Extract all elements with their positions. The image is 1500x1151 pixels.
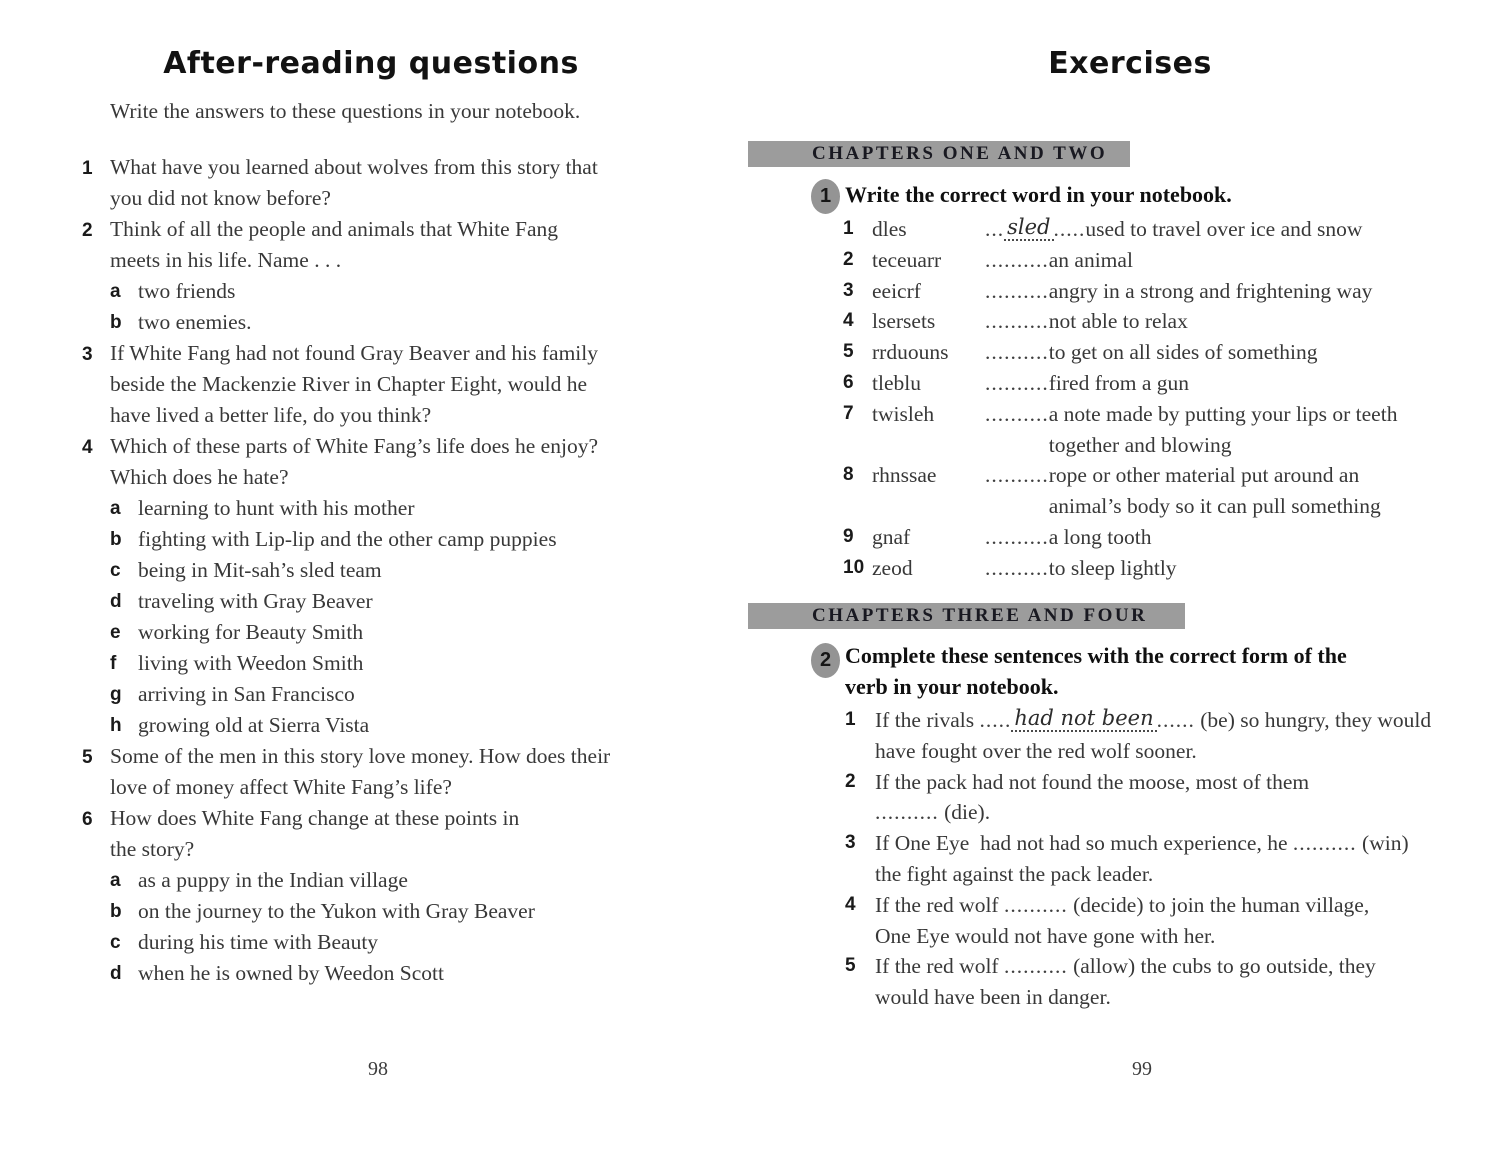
sub-option-text: fighting with Lip-lip and the other camp puppies <box>138 527 557 551</box>
question-line: What have you learned about wolves from this story that <box>110 155 598 179</box>
scrambled-word: zeod <box>872 555 913 580</box>
word-item <box>843 306 1440 337</box>
blank-dots: .......... <box>985 247 1049 272</box>
question-number: 1 <box>82 158 93 179</box>
sentence-text-segment: If the pack had not found the moose, most of them <box>875 769 1310 794</box>
answer-blank <box>985 337 1049 368</box>
definition-line: angry in a strong and frightening way <box>1048 278 1373 303</box>
sub-option <box>110 276 674 307</box>
sub-option <box>110 524 674 555</box>
sentence-body <box>875 951 1448 1013</box>
sentence-number: 5 <box>845 955 856 977</box>
definition-line: rope or other material put around an <box>1048 463 1360 488</box>
blank-dots: .......... <box>985 401 1049 426</box>
sentence-line <box>875 767 1448 798</box>
definition-line: to get on all sides of something <box>1048 340 1318 365</box>
sub-option-letter: c <box>110 560 121 581</box>
sub-option <box>110 586 674 617</box>
blank-dots: .......... <box>985 370 1049 395</box>
sentence-body <box>875 890 1448 952</box>
sentence-text-segment: (allow) the cubs to go outside, they <box>1067 954 1376 979</box>
answer-blank <box>985 306 1049 337</box>
exercise-2-instruction-line: Complete these sentences with the correct form of the <box>845 643 1347 668</box>
question-item <box>82 741 674 803</box>
exercise-number-badge: 2 <box>811 643 840 678</box>
definition-line: a long tooth <box>1048 524 1152 549</box>
word-item <box>843 337 1440 368</box>
sentence-item <box>845 767 1448 829</box>
sub-option <box>110 307 674 338</box>
sentence-body <box>875 705 1448 767</box>
question-line: the story? <box>110 837 195 861</box>
word-item <box>843 522 1440 553</box>
sub-option-letter: b <box>110 312 122 333</box>
sub-option-text: learning to hunt with his mother <box>138 496 415 520</box>
question-item <box>82 214 674 338</box>
sub-option <box>110 896 674 927</box>
question-number: 2 <box>82 220 93 241</box>
question-number: 4 <box>82 437 93 458</box>
answer-blank <box>985 368 1049 399</box>
section-header-chapters-one-two: CHAPTERS ONE AND TWO <box>748 141 1130 167</box>
sub-option-text: living with Weedon Smith <box>138 651 364 675</box>
sentence-body <box>875 767 1448 829</box>
sentence-text-segment: If the red wolf <box>875 954 1004 979</box>
scrambled-word: tleblu <box>872 370 921 395</box>
sentence-line <box>875 890 1448 921</box>
sentence-number: 4 <box>845 893 856 915</box>
blank-dots-trailing: ...... <box>1156 708 1195 732</box>
word-definition <box>1049 522 1440 553</box>
word-item <box>843 245 1440 276</box>
exercise-2-head <box>748 640 1448 702</box>
question-line: beside the Mackenzie River in Chapter Eight, would he <box>110 372 588 396</box>
question-line: If White Fang had not found Gray Beaver and his family <box>110 341 599 365</box>
sentence-text-segment: (be) so hungry, they would <box>1194 708 1432 732</box>
definition-line: animal’s body so it can pull something <box>1048 494 1381 519</box>
blank-dots: .......... <box>985 555 1049 580</box>
sub-option-text: traveling with Gray Beaver <box>138 589 373 613</box>
sentence-text-segment: have fought over the red wolf sooner. <box>875 738 1197 763</box>
word-item-number: 4 <box>843 310 854 332</box>
sub-option <box>110 710 674 741</box>
exercise-2 <box>748 640 1448 1013</box>
sub-option-text: on the journey to the Yukon with Gray Beaver <box>138 899 535 923</box>
left-page-title: After-reading questions <box>163 46 579 81</box>
after-reading-intro: Write the answers to these questions in your notebook. <box>110 99 581 123</box>
blank-dots-leading: ... <box>985 217 1005 241</box>
question-number: 6 <box>82 809 93 830</box>
sub-option-letter: f <box>110 653 117 674</box>
sub-option-text: when he is owned by Weedon Scott <box>138 961 444 985</box>
question-number: 5 <box>82 747 93 768</box>
definition-line: to sleep lightly <box>1048 555 1177 580</box>
blank-dots: .......... <box>985 309 1049 334</box>
answer-blank <box>985 399 1049 430</box>
word-item-number: 10 <box>843 556 865 578</box>
sentence-item <box>845 828 1448 890</box>
sub-option-text: arriving in San Francisco <box>138 682 355 706</box>
answer-blank <box>985 276 1049 307</box>
question-number: 3 <box>82 344 93 365</box>
question-line: have lived a better life, do you think? <box>110 403 432 427</box>
sub-option-letter: e <box>110 622 121 643</box>
scrambled-word: gnaf <box>872 524 911 549</box>
sub-option-text: growing old at Sierra Vista <box>138 713 370 737</box>
definition-line: a note made by putting your lips or teeth <box>1048 401 1398 426</box>
word-definition <box>1049 337 1440 368</box>
sub-option-text: being in Mit-sah’s sled team <box>138 558 382 582</box>
question-line: meets in his life. Name . . . <box>110 248 342 272</box>
blank-dots: .......... <box>985 524 1049 549</box>
sub-option <box>110 679 674 710</box>
answer-blank <box>985 214 1085 245</box>
blank-dots: .......... <box>1292 831 1357 856</box>
sub-option-text: working for Beauty Smith <box>138 620 364 644</box>
blank-dots: .......... <box>985 278 1049 303</box>
sentence-item <box>845 951 1448 1013</box>
word-item-number: 3 <box>843 279 854 301</box>
word-definition <box>1049 553 1440 584</box>
scrambled-word: teceuarr <box>872 247 942 272</box>
word-item <box>843 399 1440 461</box>
sub-option-letter: b <box>110 901 122 922</box>
word-definition <box>1049 399 1440 461</box>
sentence-body <box>875 828 1448 890</box>
blank-dots-trailing: ..... <box>1053 217 1086 241</box>
sentence-text-segment: If One Eye had not had so much experience, he <box>875 831 1293 856</box>
sub-option-letter: d <box>110 591 122 612</box>
handwritten-answer: sled <box>1004 215 1053 241</box>
question-line: Which does he hate? <box>110 465 289 489</box>
scrambled-word: twisleh <box>872 401 935 426</box>
handwritten-answer: had not been <box>1011 706 1156 732</box>
question-body <box>110 803 674 989</box>
word-item-number: 6 <box>843 371 854 393</box>
sentence-text-segment: (die). <box>938 800 991 825</box>
sub-option <box>110 958 674 989</box>
sentence-item <box>845 890 1448 952</box>
sub-option-letter: g <box>110 684 122 705</box>
sentence-number: 2 <box>845 770 856 792</box>
sub-option-text: as a puppy in the Indian village <box>138 868 408 892</box>
word-item-number: 7 <box>843 402 854 424</box>
left-page-number: 98 <box>368 1058 388 1080</box>
answer-blank <box>985 245 1049 276</box>
definition-line: not able to relax <box>1048 309 1188 334</box>
sub-option <box>110 493 674 524</box>
word-definition <box>1085 214 1440 245</box>
sentence-line <box>875 859 1448 890</box>
question-body <box>110 152 674 214</box>
blank-dots: .......... <box>1003 954 1068 979</box>
word-item-number: 2 <box>843 248 854 270</box>
word-item-number: 1 <box>843 218 854 239</box>
exercise-number-badge: 1 <box>811 179 840 214</box>
sentence-text-segment: (win) <box>1356 831 1409 856</box>
question-line: love of money affect White Fang’s life? <box>110 775 452 799</box>
answer-blank <box>985 460 1049 491</box>
sub-option <box>110 648 674 679</box>
word-item <box>843 460 1440 522</box>
blank-dots: .......... <box>985 463 1049 488</box>
word-list <box>748 214 1440 584</box>
word-item <box>843 214 1440 245</box>
right-page-number: 99 <box>1132 1058 1152 1080</box>
sentence-line <box>875 951 1448 982</box>
question-item <box>82 803 674 989</box>
sentence-number: 3 <box>845 832 856 854</box>
question-item <box>82 431 674 741</box>
question-body <box>110 338 674 431</box>
blank-dots: .......... <box>875 800 939 825</box>
sentence-line <box>875 828 1448 859</box>
sub-option-letter: a <box>110 870 121 891</box>
exercise-2-instruction-line: verb in your notebook. <box>845 674 1059 699</box>
sentence-list <box>748 705 1448 1013</box>
exercise-1-head <box>748 178 1440 212</box>
scrambled-word: eeicrf <box>872 278 921 303</box>
sub-option <box>110 555 674 586</box>
blank-dots: .......... <box>1003 892 1068 917</box>
word-definition <box>1049 245 1440 276</box>
question-line: Think of all the people and animals that White Fang <box>110 217 559 241</box>
sub-option-text: during his time with Beauty <box>138 930 379 954</box>
section-header-chapters-three-four: CHAPTERS THREE AND FOUR <box>748 603 1185 629</box>
question-item <box>82 338 674 431</box>
question-body <box>110 741 674 803</box>
blank-dots-leading: ..... <box>979 708 1012 732</box>
blank-dots: .......... <box>985 340 1049 365</box>
exercise-1 <box>748 178 1440 584</box>
word-item-number: 8 <box>843 464 854 486</box>
word-item-number: 5 <box>843 341 854 363</box>
sentence-line <box>875 921 1448 952</box>
question-item <box>82 152 674 214</box>
sentence-text-segment: If the rivals <box>875 708 980 732</box>
sub-option-letter: c <box>110 932 121 953</box>
question-line: How does White Fang change at these points in <box>110 806 520 830</box>
sentence-line <box>875 705 1448 736</box>
sub-option <box>110 927 674 958</box>
sub-option-letter: a <box>110 498 121 519</box>
scrambled-word: dles <box>872 217 907 241</box>
sub-option-letter: h <box>110 715 122 736</box>
word-definition <box>1049 276 1440 307</box>
sentence-line <box>875 982 1448 1013</box>
sub-option <box>110 865 674 896</box>
sentence-text-segment: If the red wolf <box>875 892 1004 917</box>
word-definition <box>1049 368 1440 399</box>
after-reading-questions-list <box>82 152 674 989</box>
sub-option-text: two enemies. <box>138 310 252 334</box>
sub-option-text: two friends <box>138 279 236 303</box>
answer-blank <box>985 522 1049 553</box>
exercise-1-instruction: Write the correct word in your notebook. <box>845 182 1232 207</box>
question-line: Which of these parts of White Fang’s life does he enjoy? <box>110 434 598 458</box>
question-body <box>110 431 674 741</box>
scrambled-word: lsersets <box>872 309 936 334</box>
definition-line: fired from a gun <box>1048 370 1190 395</box>
sentence-line <box>875 797 1448 828</box>
word-definition <box>1049 460 1440 522</box>
question-line: you did not know before? <box>110 186 331 210</box>
sub-option <box>110 617 674 648</box>
question-line: Some of the men in this story love money. How does their <box>110 744 611 768</box>
answer-blank <box>985 553 1049 584</box>
right-page-title: Exercises <box>1048 46 1212 81</box>
word-item <box>843 276 1440 307</box>
definition-line: together and blowing <box>1048 432 1232 457</box>
word-definition <box>1049 306 1440 337</box>
scrambled-word: rrduouns <box>872 340 949 365</box>
sentence-text-segment: (decide) to join the human village, <box>1067 892 1370 917</box>
definition-line: an animal <box>1048 247 1133 272</box>
sub-option-letter: a <box>110 281 121 302</box>
sentence-line <box>875 736 1448 767</box>
question-body <box>110 214 674 338</box>
sentence-text-segment: the fight against the pack leader. <box>875 861 1154 886</box>
sub-option-letter: b <box>110 529 122 550</box>
word-item <box>843 553 1440 584</box>
sentence-number: 1 <box>845 709 856 730</box>
sentence-text-segment: would have been in danger. <box>875 985 1111 1010</box>
scrambled-word: rhnssae <box>872 463 937 488</box>
sub-option-letter: d <box>110 963 122 984</box>
sentence-item <box>845 705 1448 767</box>
word-item-number: 9 <box>843 525 854 547</box>
sentence-text-segment: One Eye would not have gone with her. <box>875 923 1216 948</box>
definition-line: used to travel over ice and snow <box>1085 217 1363 241</box>
word-item <box>843 368 1440 399</box>
